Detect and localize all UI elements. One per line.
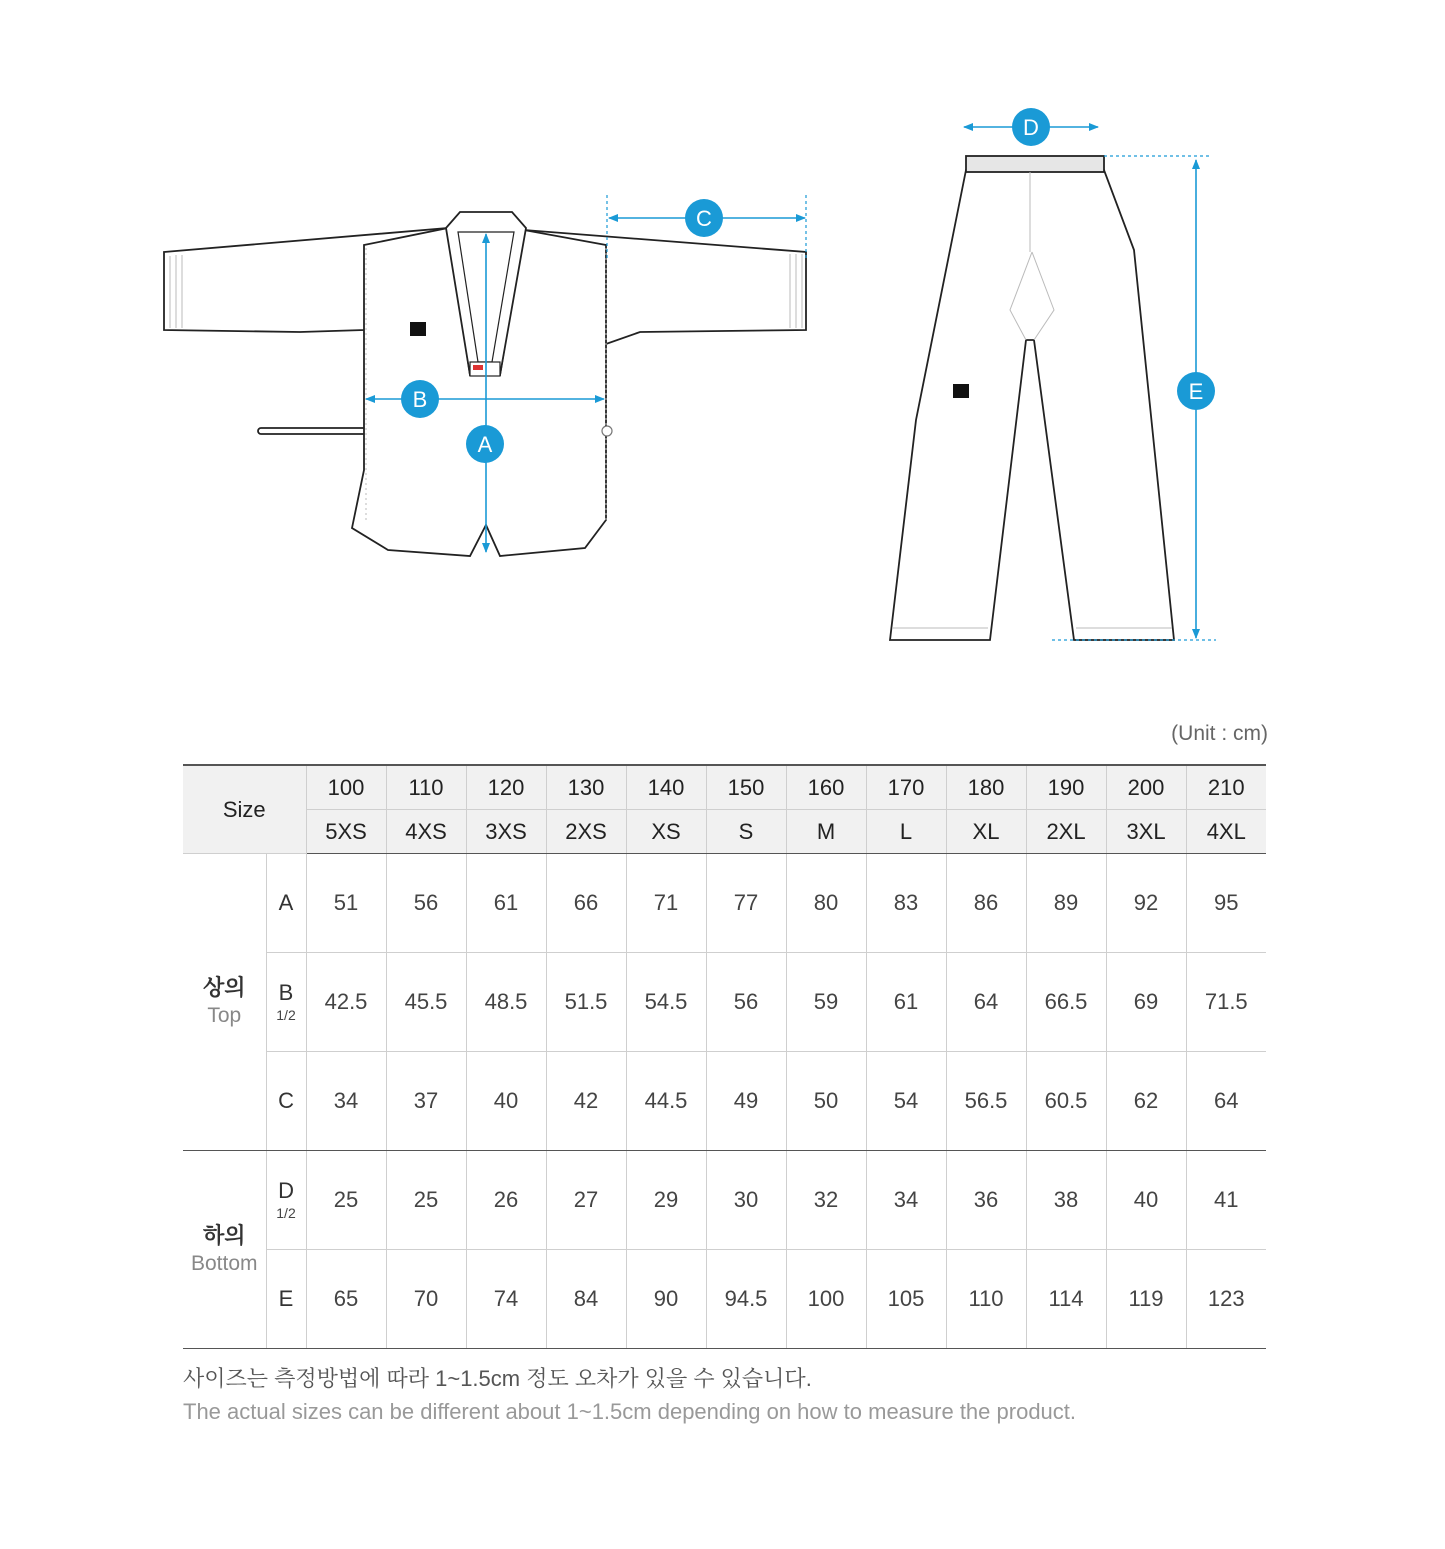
measurement-label-cell bbox=[266, 1151, 306, 1250]
svg-text:E: E bbox=[1188, 379, 1204, 404]
size-value-cell: 38 bbox=[1026, 1151, 1106, 1250]
size-value-cell: 34 bbox=[866, 1151, 946, 1250]
size-value-cell: 77 bbox=[706, 854, 786, 953]
size-value-cell: 50 bbox=[786, 1052, 866, 1151]
size-code-header: M bbox=[786, 810, 866, 854]
size-value-cell: 64 bbox=[1186, 1052, 1266, 1151]
size-value-cell: 48.5 bbox=[466, 953, 546, 1052]
group-label-cell bbox=[183, 1151, 266, 1349]
group-label-english: Top bbox=[207, 1004, 242, 1027]
size-value-cell: 119 bbox=[1106, 1250, 1186, 1349]
size-value-cell: 56.5 bbox=[946, 1052, 1026, 1151]
size-value-cell: 86 bbox=[946, 854, 1026, 953]
uniform-diagram bbox=[0, 0, 1445, 700]
size-value-cell: 25 bbox=[306, 1151, 386, 1250]
size-value-cell: 56 bbox=[386, 854, 466, 953]
size-value-cell: 69 bbox=[1106, 953, 1186, 1052]
size-value-cell: 27 bbox=[546, 1151, 626, 1250]
size-header: Size bbox=[183, 765, 306, 854]
size-chart-table bbox=[183, 764, 1266, 1349]
svg-text:B: B bbox=[412, 387, 428, 412]
size-number-header: 100 bbox=[306, 765, 386, 810]
size-number-header: 150 bbox=[706, 765, 786, 810]
size-value-cell: 64 bbox=[946, 953, 1026, 1052]
size-value-cell: 29 bbox=[626, 1151, 706, 1250]
badge-d bbox=[1012, 108, 1050, 146]
size-number-header: 200 bbox=[1106, 765, 1186, 810]
measurement-letter: D bbox=[278, 1178, 294, 1203]
size-value-cell: 62 bbox=[1106, 1052, 1186, 1151]
measurement-half-note: 1/2 bbox=[276, 1007, 296, 1023]
measurement-label-cell bbox=[266, 1052, 306, 1151]
size-value-cell: 89 bbox=[1026, 854, 1106, 953]
size-code-header: 2XS bbox=[546, 810, 626, 854]
group-label-korean: 하의 bbox=[202, 1222, 246, 1248]
note-english: The actual sizes can be different about 1~1.5cm depending on how to measure the product. bbox=[183, 1399, 1077, 1424]
size-number-header: 190 bbox=[1026, 765, 1106, 810]
size-number-header: 120 bbox=[466, 765, 546, 810]
size-code-header: L bbox=[866, 810, 946, 854]
measurement-letter: B bbox=[278, 980, 294, 1005]
group-label-english: Bottom bbox=[190, 1251, 258, 1275]
size-code-row bbox=[183, 810, 1266, 854]
size-value-cell: 61 bbox=[466, 854, 546, 953]
note-korean: 사이즈는 측정방법에 따라 1~1.5cm 정도 오차가 있을 수 있습니다. bbox=[183, 1366, 812, 1391]
size-value-cell: 66.5 bbox=[1026, 953, 1106, 1052]
badge-b bbox=[401, 380, 439, 418]
svg-text:D: D bbox=[1023, 115, 1039, 140]
size-value-cell: 74 bbox=[466, 1250, 546, 1349]
size-value-cell: 40 bbox=[1106, 1151, 1186, 1250]
size-number-header: 210 bbox=[1186, 765, 1266, 810]
size-value-cell: 59 bbox=[786, 953, 866, 1052]
size-value-cell: 61 bbox=[866, 953, 946, 1052]
svg-text:C: C bbox=[696, 206, 712, 231]
measurement-letter: A bbox=[278, 890, 294, 915]
svg-text:A: A bbox=[477, 432, 493, 457]
size-value-cell: 110 bbox=[946, 1250, 1026, 1349]
size-value-cell: 54 bbox=[866, 1052, 946, 1151]
size-value-cell: 123 bbox=[1186, 1250, 1266, 1349]
size-value-cell: 45.5 bbox=[386, 953, 466, 1052]
mooto-logo-icon bbox=[410, 322, 426, 336]
size-number-header: 180 bbox=[946, 765, 1026, 810]
unit-label: (Unit : cm) bbox=[1171, 722, 1268, 745]
size-number-header: 130 bbox=[546, 765, 626, 810]
size-code-header: 3XS bbox=[466, 810, 546, 854]
size-value-cell: 100 bbox=[786, 1250, 866, 1349]
measurement-label-cell bbox=[266, 953, 306, 1052]
table-row bbox=[183, 953, 1266, 1052]
size-value-cell: 71.5 bbox=[1186, 953, 1266, 1052]
size-number-header: 110 bbox=[386, 765, 466, 810]
size-value-cell: 83 bbox=[866, 854, 946, 953]
size-code-header: 4XL bbox=[1186, 810, 1266, 854]
size-value-cell: 51.5 bbox=[546, 953, 626, 1052]
size-value-cell: 66 bbox=[546, 854, 626, 953]
badge-e bbox=[1177, 372, 1215, 410]
size-value-cell: 42 bbox=[546, 1052, 626, 1151]
size-value-cell: 105 bbox=[866, 1250, 946, 1349]
table-row bbox=[183, 854, 1266, 953]
size-value-cell: 92 bbox=[1106, 854, 1186, 953]
measurement-letter: E bbox=[278, 1286, 294, 1311]
table-row bbox=[183, 1052, 1266, 1151]
size-value-cell: 70 bbox=[386, 1250, 466, 1349]
size-value-cell: 114 bbox=[1026, 1250, 1106, 1349]
size-value-cell: 71 bbox=[626, 854, 706, 953]
size-code-header: S bbox=[706, 810, 786, 854]
size-code-header: 5XS bbox=[306, 810, 386, 854]
size-value-cell: 34 bbox=[306, 1052, 386, 1151]
measurement-label-cell bbox=[266, 1250, 306, 1349]
size-value-cell: 40 bbox=[466, 1052, 546, 1151]
pants-logo-icon bbox=[953, 384, 969, 398]
size-value-cell: 54.5 bbox=[626, 953, 706, 1052]
measurement-half-note: 1/2 bbox=[276, 1205, 296, 1221]
badge-a bbox=[466, 425, 504, 463]
size-code-header: 2XL bbox=[1026, 810, 1106, 854]
size-code-header: 3XL bbox=[1106, 810, 1186, 854]
size-value-cell: 42.5 bbox=[306, 953, 386, 1052]
size-value-cell: 25 bbox=[386, 1151, 466, 1250]
size-number-header: 160 bbox=[786, 765, 866, 810]
size-number-header: 140 bbox=[626, 765, 706, 810]
size-value-cell: 37 bbox=[386, 1052, 466, 1151]
size-value-cell: 41 bbox=[1186, 1151, 1266, 1250]
pants-drawing bbox=[890, 156, 1174, 640]
measurement-label-cell bbox=[266, 854, 306, 953]
size-value-cell: 60.5 bbox=[1026, 1052, 1106, 1151]
size-number-row bbox=[183, 765, 1266, 810]
size-value-cell: 36 bbox=[946, 1151, 1026, 1250]
measurement-letter: C bbox=[278, 1088, 294, 1113]
size-number-header: 170 bbox=[866, 765, 946, 810]
group-label-korean: 상의 bbox=[202, 975, 246, 1000]
size-value-cell: 26 bbox=[466, 1151, 546, 1250]
size-code-header: 4XS bbox=[386, 810, 466, 854]
size-code-header: XS bbox=[626, 810, 706, 854]
size-value-cell: 51 bbox=[306, 854, 386, 953]
size-value-cell: 95 bbox=[1186, 854, 1266, 953]
group-label-cell bbox=[183, 854, 266, 1151]
size-value-cell: 56 bbox=[706, 953, 786, 1052]
size-value-cell: 94.5 bbox=[706, 1250, 786, 1349]
size-code-header: XL bbox=[946, 810, 1026, 854]
jacket-drawing bbox=[164, 212, 806, 556]
size-value-cell: 49 bbox=[706, 1052, 786, 1151]
size-value-cell: 30 bbox=[706, 1151, 786, 1250]
badge-c bbox=[685, 199, 723, 237]
table-row bbox=[183, 1250, 1266, 1349]
size-value-cell: 65 bbox=[306, 1250, 386, 1349]
size-value-cell: 32 bbox=[786, 1151, 866, 1250]
table-row bbox=[183, 1151, 1266, 1250]
size-value-cell: 90 bbox=[626, 1250, 706, 1349]
size-value-cell: 84 bbox=[546, 1250, 626, 1349]
size-value-cell: 80 bbox=[786, 854, 866, 953]
size-value-cell: 44.5 bbox=[626, 1052, 706, 1151]
